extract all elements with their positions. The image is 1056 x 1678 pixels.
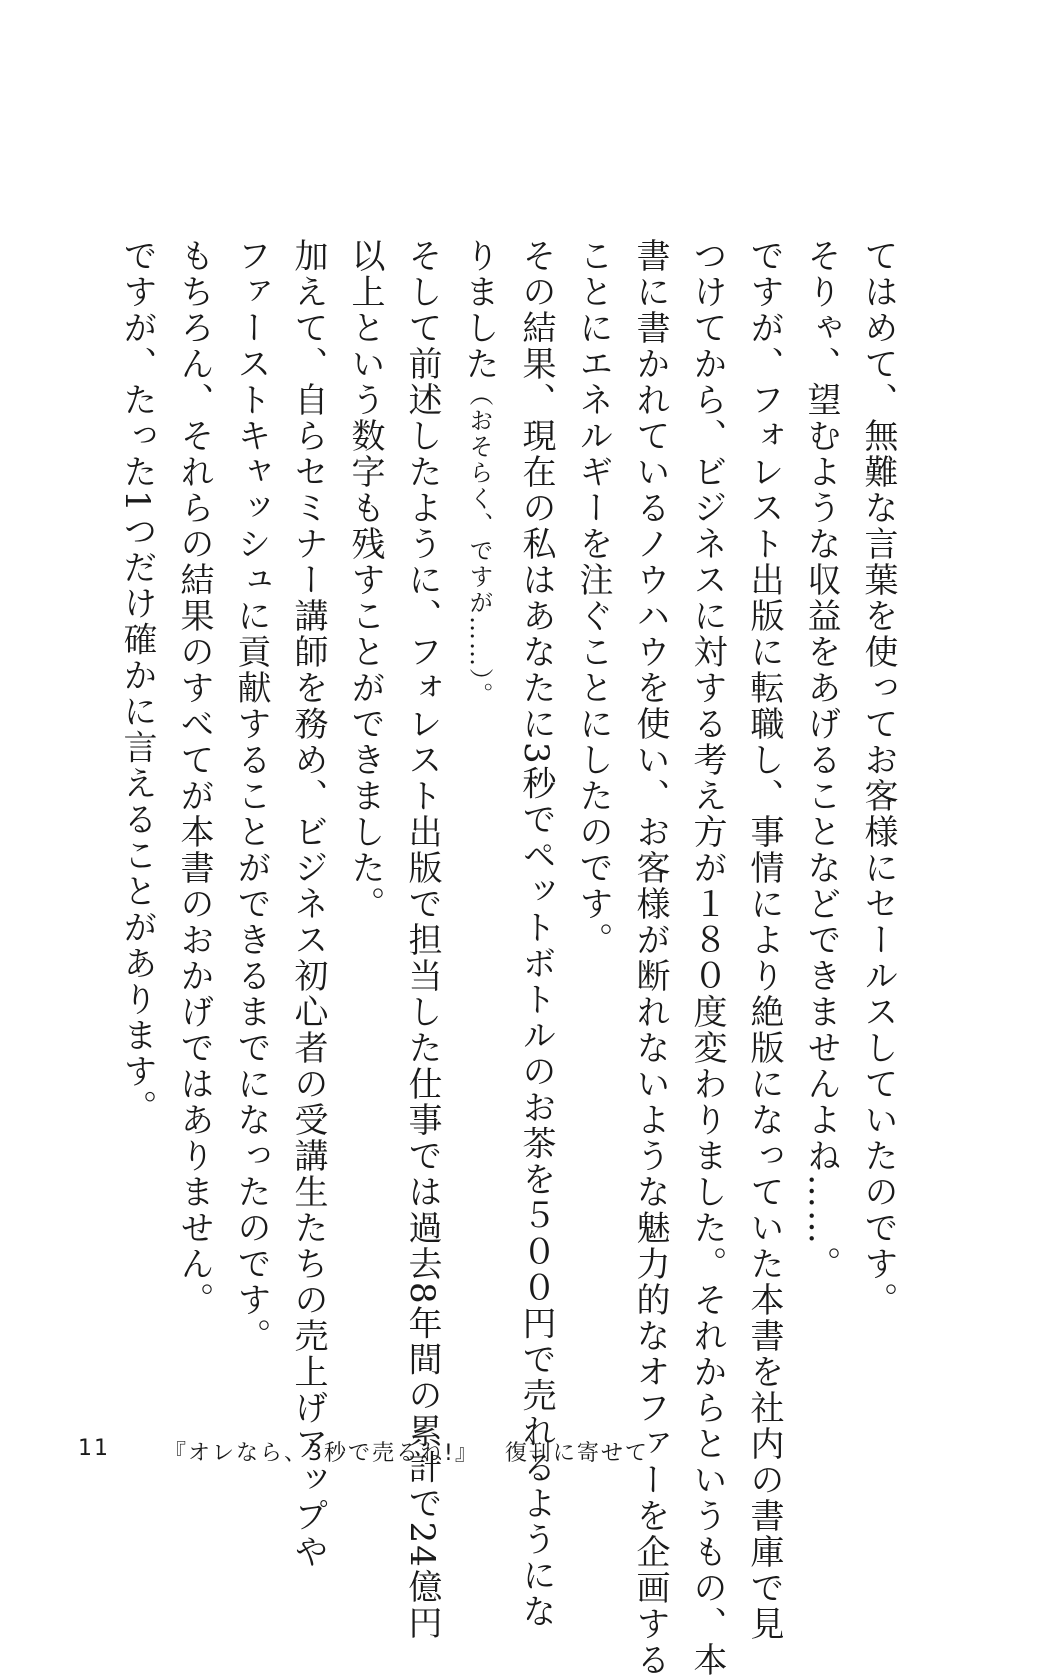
text-line-6: ことにエネルギーを注ぐことにしたのです。 <box>573 238 613 958</box>
text-line-10: 以上という数字も残すことができました。 <box>345 238 385 922</box>
page-footer <box>0 1436 1056 1476</box>
text-line-2: そりゃ、望むような収益をあげることなどできませんよね……。 <box>801 238 841 1282</box>
page-number: 11 <box>78 1436 110 1461</box>
text-line-9: そして前述したように、フォレスト出版で担当した仕事では過去8年間の累計で24億円 <box>402 238 442 1641</box>
text-line-11: 加えて、自らセミナー講師を務め、ビジネス初心者の受講生たちの売上げアップや <box>288 238 328 1570</box>
text-line-14: ですが、たった1つだけ確かに言えることがあります。 <box>117 238 157 1126</box>
section-title: 復刊に寄せて <box>504 1441 649 1466</box>
running-head <box>164 1436 649 1467</box>
book-title: 『オレなら、3秒で売るね!』 <box>164 1441 479 1466</box>
text-line-8-main: りました <box>459 238 499 382</box>
text-line-3: ですが、フォレスト出版に転職し、事情により絶版になっていた本書を社内の書庫で見 <box>744 238 784 1642</box>
parenthetical-aside: （おそらく、ですが……）。 <box>465 382 493 708</box>
text-line-7: その結果、現在の私はあなたに3秒でペットボトルのお茶を５００円で売れるようにな <box>516 238 556 1630</box>
text-line-4: つけてから、ビジネスに対する考え方が１８０度変わりました。それからというもの、本 <box>687 238 727 1678</box>
text-line-5: 書に書かれているノウハウを使い、お客様が断れないような魅力的なオファーを企画する <box>630 238 670 1678</box>
text-line-1: てはめて、無難な言葉を使ってお客様にセールスしていたのです。 <box>858 238 898 1318</box>
text-line-13: もちろん、それらの結果のすべてが本書のおかげではありません。 <box>174 238 214 1318</box>
text-line-12: ファーストキャッシュに貢献することができるまでになったのです。 <box>231 238 271 1354</box>
text-line-8 <box>450 238 507 1418</box>
